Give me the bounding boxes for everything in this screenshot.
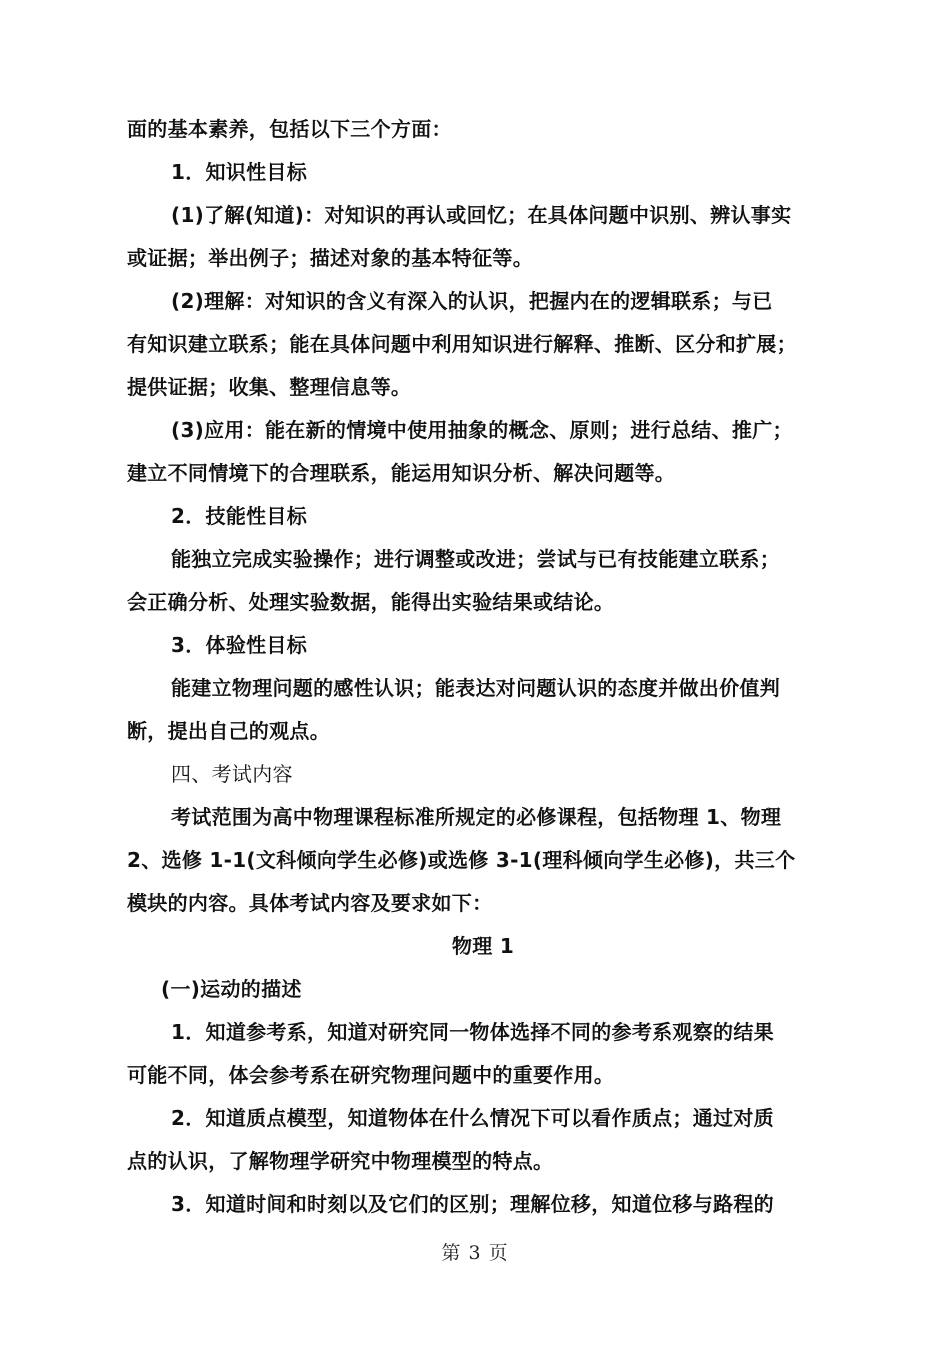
paragraph-line: 可能不同，体会参考系在研究物理问题中的重要作用。: [127, 1063, 615, 1087]
paragraph-line: 提供证据；收集、整理信息等。: [127, 375, 412, 399]
paragraph-line: 建立不同情境下的合理联系，能运用知识分析、解决问题等。: [127, 461, 676, 485]
paragraph-line: (1)了解(知道)：对知识的再认或回忆；在具体问题中识别、辨认事实: [171, 203, 792, 227]
subsection-heading-motion: (一)运动的描述: [161, 977, 302, 1001]
paragraph-line: 会正确分析、处理实验数据，能得出实验结果或结论。: [127, 590, 615, 614]
paragraph-line: (3)应用：能在新的情境中使用抽象的概念、原则；进行总结、推广；: [171, 418, 793, 442]
module-title-physics-1: 物理 1: [451, 934, 515, 958]
document-body: [127, 108, 839, 1226]
paragraph-line: 考试范围为高中物理课程标准所规定的必修课程，包括物理 1、物理: [171, 805, 782, 829]
paragraph-line: 有知识建立联系；能在具体问题中利用知识进行解释、推断、区分和扩展；: [127, 332, 797, 356]
paragraph-line: 2．知道质点模型，知道物体在什么情况下可以看作质点；通过对质: [171, 1106, 774, 1130]
section-heading-knowledge-goals: 1．知识性目标: [171, 160, 308, 184]
section-heading-exam-content: 四、考试内容: [171, 762, 293, 786]
paragraph-line: 点的认识，了解物理学研究中物理模型的特点。: [127, 1149, 554, 1173]
paragraph-line: (2)理解：对知识的含义有深入的认识，把握内在的逻辑联系；与已: [171, 289, 773, 313]
section-heading-skill-goals: 2．技能性目标: [171, 504, 308, 528]
page-number: 第 3 页: [441, 1242, 509, 1264]
paragraph-line: 1．知道参考系，知道对研究同一物体选择不同的参考系观察的结果: [171, 1020, 774, 1044]
section-heading-experience-goals: 3．体验性目标: [171, 633, 308, 657]
paragraph-line: 3．知道时间和时刻以及它们的区别；理解位移，知道位移与路程的: [171, 1192, 774, 1216]
paragraph-line: 断，提出自己的观点。: [127, 719, 330, 743]
paragraph-line: 2、选修 1-1(文科倾向学生必修)或选修 3-1(理科倾向学生必修)，共三个: [127, 848, 796, 872]
paragraph-line: 面的基本素养，包括以下三个方面：: [127, 117, 452, 141]
paragraph-line: 能独立完成实验操作；进行调整或改进；尝试与已有技能建立联系；: [171, 547, 780, 571]
paragraph-line: 模块的内容。具体考试内容及要求如下：: [127, 891, 493, 915]
paragraph-line: 能建立物理问题的感性认识；能表达对问题认识的态度并做出价值判: [171, 676, 780, 700]
paragraph-line: 或证据；举出例子；描述对象的基本特征等。: [127, 246, 533, 270]
